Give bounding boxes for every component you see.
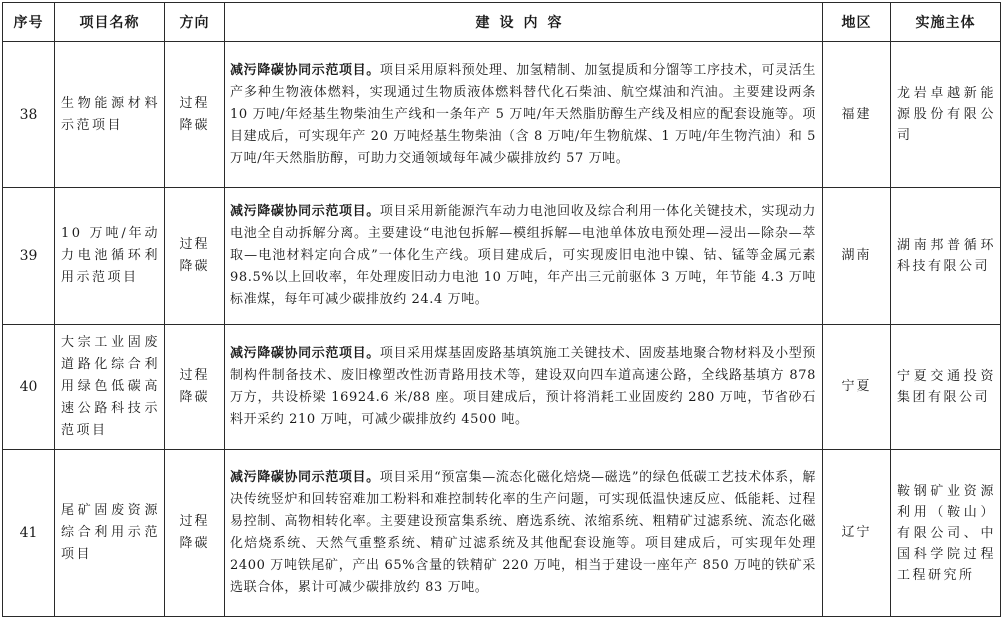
row-org: 宁夏交通投资集团有限公司 bbox=[891, 325, 1001, 450]
row-content bbox=[225, 42, 823, 188]
row-region: 湖南 bbox=[823, 188, 891, 325]
row-direction: 过程降碳 bbox=[165, 42, 225, 188]
content-body: 项目采用煤基固废路基填筑施工关键技术、固废基地聚合物材料及小型预制构件制备技术、废旧橡塑改性沥青路用技术等，建设双向四车道高速公路，全线路基填方 878 万方，共设桥梁 16924.6 米/88 座。项目建成后，预计将消耗工业固废约 280 万吨，节省砂石料开采约 210 万吨，可减少碳排放约 4500 吨。 bbox=[230, 346, 816, 427]
row-index: 41 bbox=[3, 450, 55, 617]
projects-table bbox=[2, 2, 1001, 617]
content-lead: 减污降碳协同示范项目。 bbox=[230, 62, 380, 78]
row-region: 福建 bbox=[823, 42, 891, 188]
row-region: 宁夏 bbox=[823, 325, 891, 450]
content-lead: 减污降碳协同示范项目。 bbox=[230, 470, 380, 485]
row-index: 38 bbox=[3, 42, 55, 188]
content-lead: 减污降碳协同示范项目。 bbox=[230, 346, 380, 361]
header-org: 实施主体 bbox=[891, 3, 1001, 42]
row-direction: 过程降碳 bbox=[165, 450, 225, 617]
row-org: 湖南邦普循环科技有限公司 bbox=[891, 188, 1001, 325]
row-index: 39 bbox=[3, 188, 55, 325]
row-index: 40 bbox=[3, 325, 55, 450]
table-row bbox=[3, 42, 1001, 188]
header-region: 地区 bbox=[823, 3, 891, 42]
row-content bbox=[225, 325, 823, 450]
row-region: 辽宁 bbox=[823, 450, 891, 617]
row-content bbox=[225, 188, 823, 325]
header-content: 建设内容 bbox=[225, 3, 823, 42]
row-project-name: 10 万吨/年动力电池循环利用示范项目 bbox=[55, 188, 165, 325]
row-project-name: 尾矿固废资源综合利用示范项目 bbox=[55, 450, 165, 617]
row-org: 龙岩卓越新能源股份有限公司 bbox=[891, 42, 1001, 188]
content-body: 项目采用“预富集—流态化磁化焙烧—磁选”的绿色低碳工艺技术体系，解决传统竖炉和回转窑难加工粉料和难控制转化率的生产问题，可实现低温快速反应、低能耗、过程易控制、高物相转化率。主要建设预富集系统、磨选系统、浓缩系统、粗精矿过滤系统、流态化磁化焙烧系统、天然气重整系统、精矿过滤系统及其他配套设施等。项目建成后，可实现年处理 2400 万吨铁尾矿，产出 65%含量的铁精矿 220 万吨，相当于建设一座年产 850 万吨的铁矿采选联合体，累计可减少碳排放约 83 万吨。 bbox=[230, 470, 817, 595]
content-body: 项目采用原料预处理、加氢精制、加氢提质和分馏等工序技术，可灵活生产多种生物液体燃料，实现通过生物质液体燃料替代化石柴油、航空煤油和汽油。主要建设两条 10 万吨/年烃基生物柴油生产线和一条年产 5 万吨/年天然脂肪醇生产线及相应的配套设施等。项目建成后，可实现年产 20 万吨烃基生物柴油（含 8 万吨/年生物航煤、1 万吨/年生物汽油）和 5 万吨/年天然脂肪醇，可助力交通领域每年减少碳排放约 57 万吨。 bbox=[230, 62, 816, 166]
row-content bbox=[225, 450, 823, 617]
row-direction: 过程降碳 bbox=[165, 325, 225, 450]
row-project-name: 大宗工业固废道路化综合利用绿色低碳高速公路科技示范项目 bbox=[55, 325, 165, 450]
table-row bbox=[3, 325, 1001, 450]
header-index: 序号 bbox=[3, 3, 55, 42]
row-project-name: 生物能源材料示范项目 bbox=[55, 42, 165, 188]
table-row bbox=[3, 188, 1001, 325]
header-row bbox=[3, 3, 1001, 42]
header-name: 项目名称 bbox=[55, 3, 165, 42]
row-direction: 过程降碳 bbox=[165, 188, 225, 325]
content-body: 项目采用新能源汽车动力电池回收及综合利用一体化关键技术，实现动力电池全自动拆解分离。主要建设“电池包拆解—模组拆解—电池单体放电预处理—浸出—除杂—萃取—电池材料定向合成”一体化生产线。项目建成后，可实现废旧电池中镍、钴、锰等金属元素 98.5%以上回收率，年处理废旧动力电池 10 万吨，年产出三元前驱体 3 万吨，年节能 4.3 万吨标准煤，每年可减少碳排放约 24.4 万吨。 bbox=[230, 204, 816, 307]
content-lead: 减污降碳协同示范项目。 bbox=[230, 204, 380, 219]
table-row bbox=[3, 450, 1001, 617]
row-org: 鞍钢矿业资源利用（鞍山）有限公司、中国科学院过程工程研究所 bbox=[891, 450, 1001, 617]
header-direction: 方向 bbox=[165, 3, 225, 42]
